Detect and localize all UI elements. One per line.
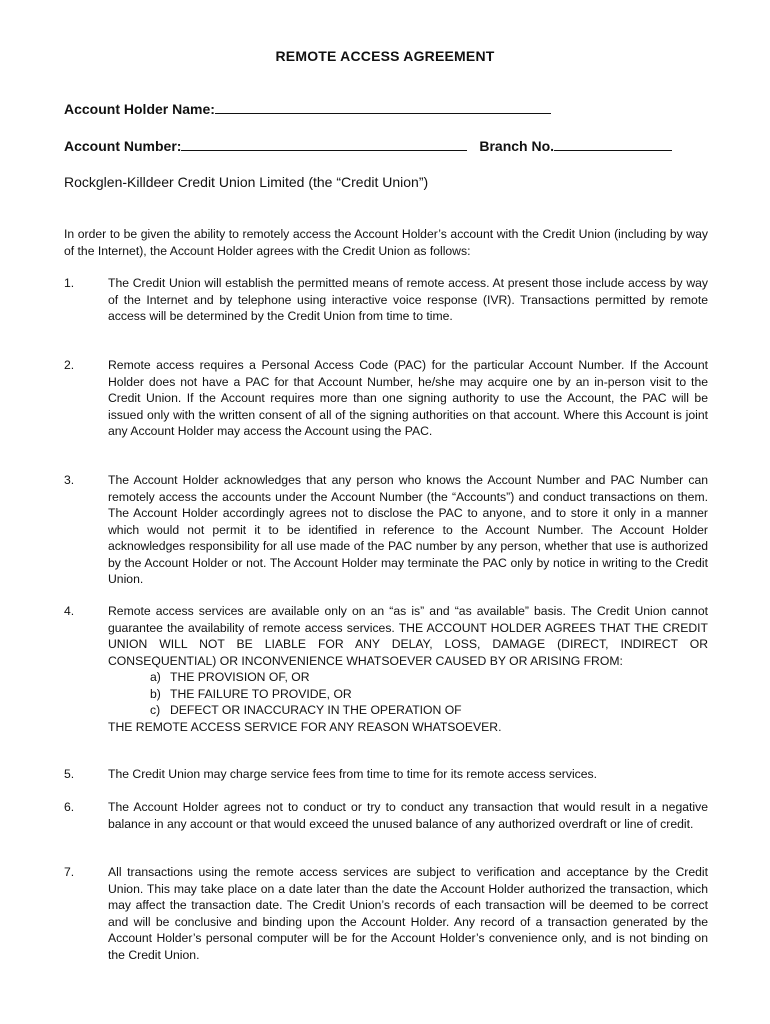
clause-number: 3.: [64, 473, 75, 487]
account-number-field: [64, 138, 672, 154]
subitem-label: c): [150, 703, 161, 717]
clause-5: [64, 766, 708, 783]
institution-name: Rockglen-Killdeer Credit Union Limited (the “Credit Union”): [64, 174, 429, 190]
clause-number: 6.: [64, 800, 75, 814]
clause-text: The Credit Union may charge service fees from time to time for its remote access services.: [108, 767, 598, 781]
subitem-text: THE PROVISION OF, OR: [170, 670, 310, 684]
intro-paragraph: In order to be given the ability to remotely access the Account Holder’s account with the Credit Union (including by way of the Internet), the Account Holder agrees with the Credit Union as follows:: [64, 227, 708, 258]
clause-number: 2.: [64, 358, 75, 372]
clause-4-lead: Remote access services are available only on an “as is” and “as available” basis. The Credit Union cannot guarantee the availability of remote access services. THE ACCOUNT HOLDER AGREES THAT THE CREDIT UNION WILL NOT BE LIABLE FOR ANY DELAY, LOSS, DAMAGE (DIRECT, INDIRECT OR CONSEQUENTIAL) OR INCONVENIENCE WHATSOEVER CAUSED BY OR ARISING FROM:: [108, 604, 708, 668]
subitem-text: THE FAILURE TO PROVIDE, OR: [170, 686, 352, 701]
clause-4-subitem-c: [150, 702, 708, 719]
clause-4: [64, 603, 708, 735]
clause-4-tail: THE REMOTE ACCESS SERVICE FOR ANY REASON WHATSOEVER.: [108, 719, 502, 734]
subitem-label: b): [150, 686, 161, 701]
account-holder-name-label: Account Holder Name:: [64, 101, 215, 117]
clause-text: The Account Holder acknowledges that any person who knows the Account Number and PAC Number can remotely access the accounts under the Account Number (the “Accounts”) and conduct transactions on them. The Account Holder accordingly agrees not to disclose the PAC to anyone, and to store it only in a manner which would not permit it to be identified in reference to the Account Number. The Account Holder acknowledges responsibility for all use made of the PAC number by any person, whether that use is authorized by the Account Holder or not. The Account Holder may terminate the PAC only by notice in writing to the Credit Union.: [108, 473, 708, 586]
clause-1: [64, 275, 708, 325]
clause-4-subitem-b: [150, 686, 708, 703]
account-number-label: Account Number:: [64, 138, 182, 154]
clause-3: [64, 472, 708, 588]
clause-text: All transactions using the remote access services are subject to verification and acceptance by the Credit Union. This may take place on a date later than the date the Account Holder authorized the transaction, which may affect the transaction date. The Credit Union’s records of each transaction will be deemed to be correct and will be conclusive and binding upon the Account Holder. Any record of a transaction generated by the Account Holder’s personal computer will be for the Account Holder’s convenience only, and is not binding on the Credit Union.: [108, 865, 708, 962]
account-holder-name-blank[interactable]: [215, 101, 551, 114]
clause-6: [64, 799, 708, 832]
clause-number: 1.: [64, 276, 75, 290]
branch-number-blank[interactable]: [554, 138, 672, 151]
branch-number-label: Branch No.: [479, 138, 555, 154]
clause-text: Remote access requires a Personal Access Code (PAC) for the particular Account Number. If the Account Holder does not have a PAC for that Account Number, he/she may acquire one by an in-person visit to the Credit Union. If the Account requires more than one signing authority to use the Account, the PAC will be issued only with the written consent of all of the signing authorities on that account. Where this Account is joint any Account Holder may access the Account using the PAC.: [108, 358, 708, 438]
clause-number: 5.: [64, 767, 75, 781]
clause-text: [108, 603, 708, 735]
subitem-text: DEFECT OR INACCURACY IN THE OPERATION OF: [170, 703, 462, 717]
clause-text: The Account Holder agrees not to conduct or try to conduct any transaction that would result in a negative balance in any account or that would exceed the unused balance of any authorized overdraft or line of credit.: [108, 800, 708, 831]
clause-number: 7.: [64, 865, 75, 879]
clause-text: The Credit Union will establish the permitted means of remote access. At present those include access by way of the Internet and by telephone using interactive voice response (IVR). Transactions permitted by remote access will be determined by the Credit Union from time to time.: [108, 276, 708, 323]
document-title: REMOTE ACCESS AGREEMENT: [275, 48, 495, 64]
account-number-blank[interactable]: [181, 138, 467, 151]
clause-4-subitem-a: [150, 669, 708, 686]
clause-7: [64, 864, 708, 963]
subitem-label: a): [150, 670, 161, 684]
clause-number: 4.: [64, 604, 75, 618]
account-holder-name-field: [64, 101, 551, 117]
clause-2: [64, 357, 708, 440]
